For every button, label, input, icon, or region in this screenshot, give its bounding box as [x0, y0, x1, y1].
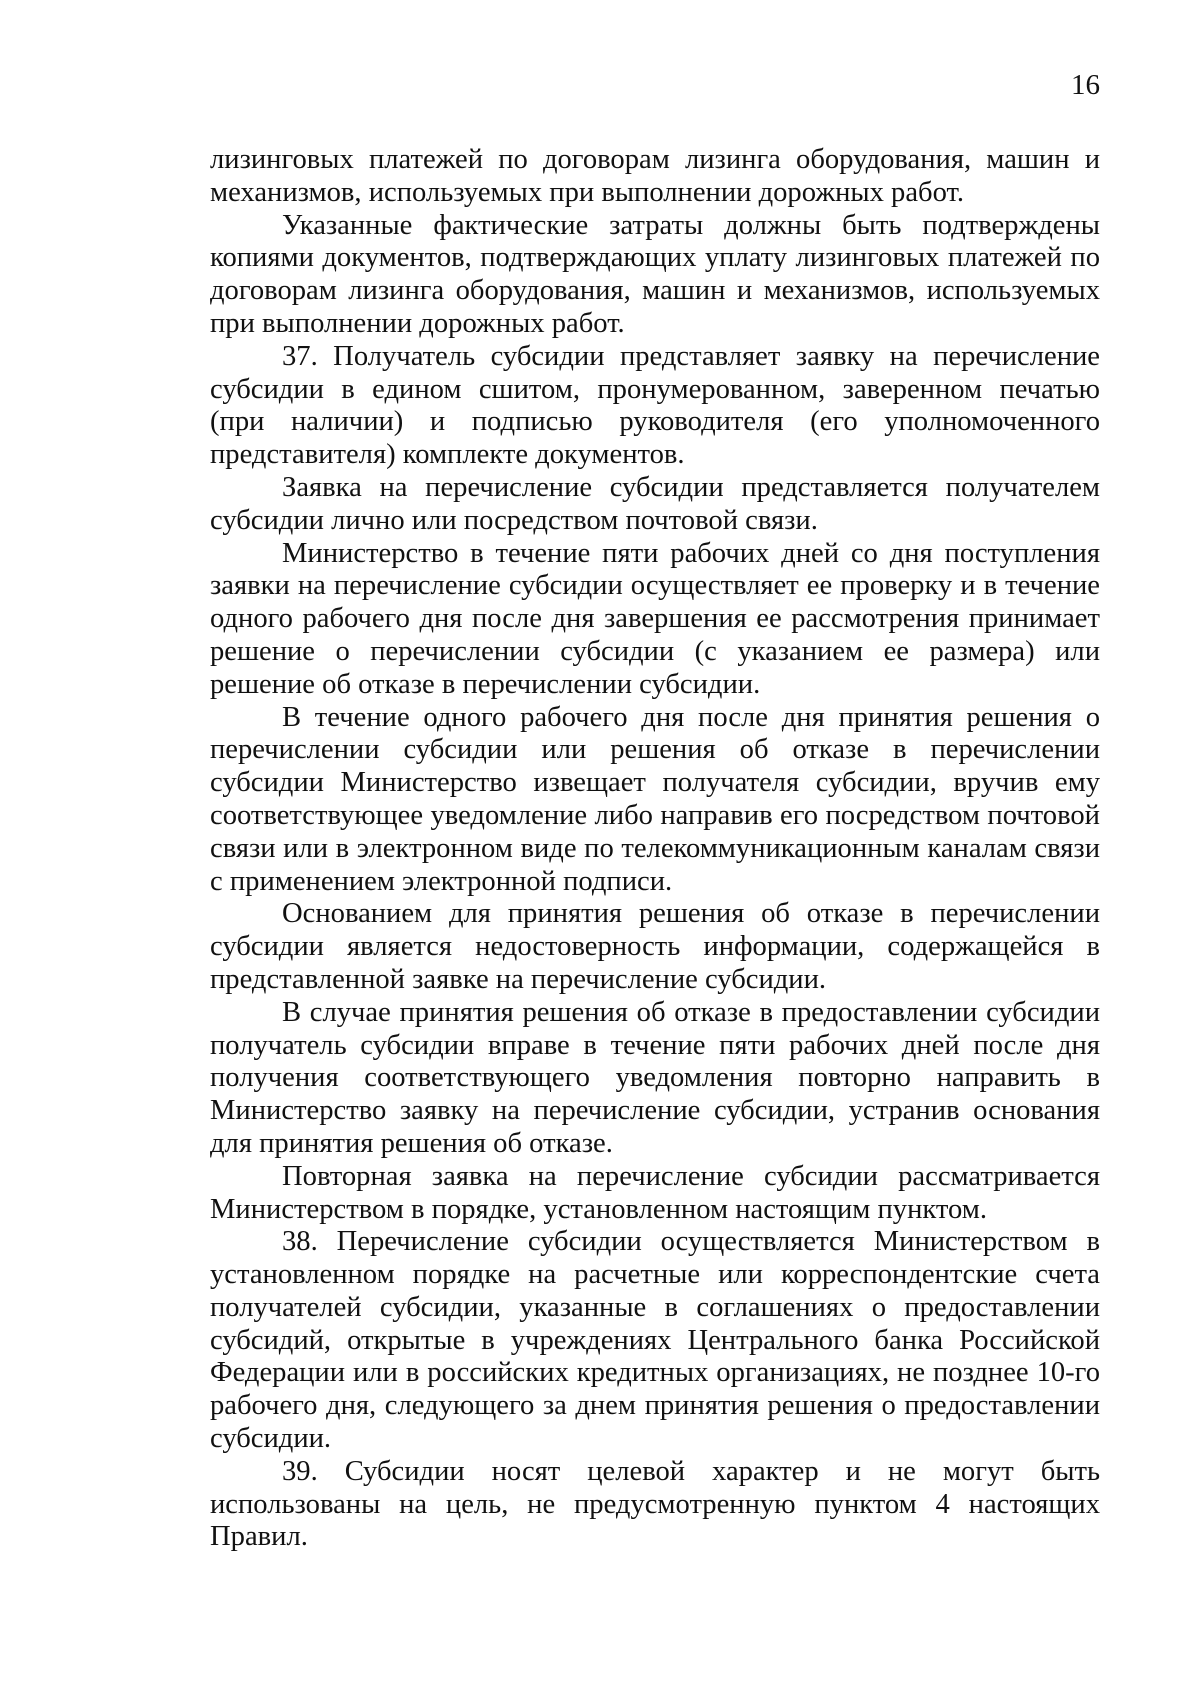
- paragraph: Заявка на перечисление субсидии представляется получателем субсидии лично или посредством почтовой связи.: [210, 471, 1100, 536]
- paragraph-clause-38: 38. Перечисление субсидии осуществляется Министерством в установленном порядке на расчетные или корреспондентские счета получателей субсидии, указанные в соглашениях о предоставлении субсидий, открытые в учреждениях Центрального банка Российской Федерации или в российских кредитных организациях, не позднее 10-го рабочего дня, следующего за днем принятия решения о предоставлении субсидии.: [210, 1226, 1100, 1455]
- paragraph: В течение одного рабочего дня после дня принятия решения о перечислении субсидии или решения об отказе в перечислении субсидии Министерство извещает получателя субсидии, вручив ему соответствующее уведомление либо направив его посредством почтовой связи или в электронном виде по телекоммуникационным каналам связи с применением электронной подписи.: [210, 701, 1100, 897]
- paragraph-continuation: лизинговых платежей по договорам лизинга оборудования, машин и механизмов, используемых при выполнении дорожных работ.: [210, 144, 1100, 208]
- paragraph: Указанные фактические затраты должны быть подтверждены копиями документов, подтверждающих уплату лизинговых платежей по договорам лизинга оборудования, машин и механизмов, используемых при выполнении дорожных работ.: [210, 209, 1100, 339]
- paragraph: Повторная заявка на перечисление субсидии рассматривается Министерством в порядке, установленном настоящим пунктом.: [210, 1160, 1100, 1225]
- paragraph: Основанием для принятия решения об отказе в перечислении субсидии является недостоверность информации, содержащейся в представленной заявке на перечисление субсидии.: [210, 898, 1100, 995]
- paragraph-clause-39: 39. Субсидии носят целевой характер и не могут быть использованы на цель, не предусмотренную пунктом 4 настоящих Правил.: [210, 1455, 1100, 1553]
- paragraph: В случае принятия решения об отказе в предоставлении субсидии получатель субсидии вправе в течение пяти рабочих дней после дня получения соответствующего уведомления повторно направить в Министерство заявку на перечисление субсидии, устранив основания для принятия решения об отказе.: [210, 996, 1100, 1159]
- page-number: 16: [1071, 69, 1100, 101]
- document-body: [210, 144, 1100, 1554]
- paragraph: Министерство в течение пяти рабочих дней со дня поступления заявки на перечисление субсидии осуществляет ее проверку и в течение одного рабочего дня после дня завершения ее рассмотрения принимает решение о перечислении субсидии (с указанием ее размера) или решение об отказе в перечислении субсидии.: [210, 537, 1100, 700]
- paragraph-clause-37: 37. Получатель субсидии представляет заявку на перечисление субсидии в едином сшитом, пронумерованном, заверенном печатью (при наличии) и подписью руководителя (его уполномоченного представителя) комплекте документов.: [210, 340, 1100, 471]
